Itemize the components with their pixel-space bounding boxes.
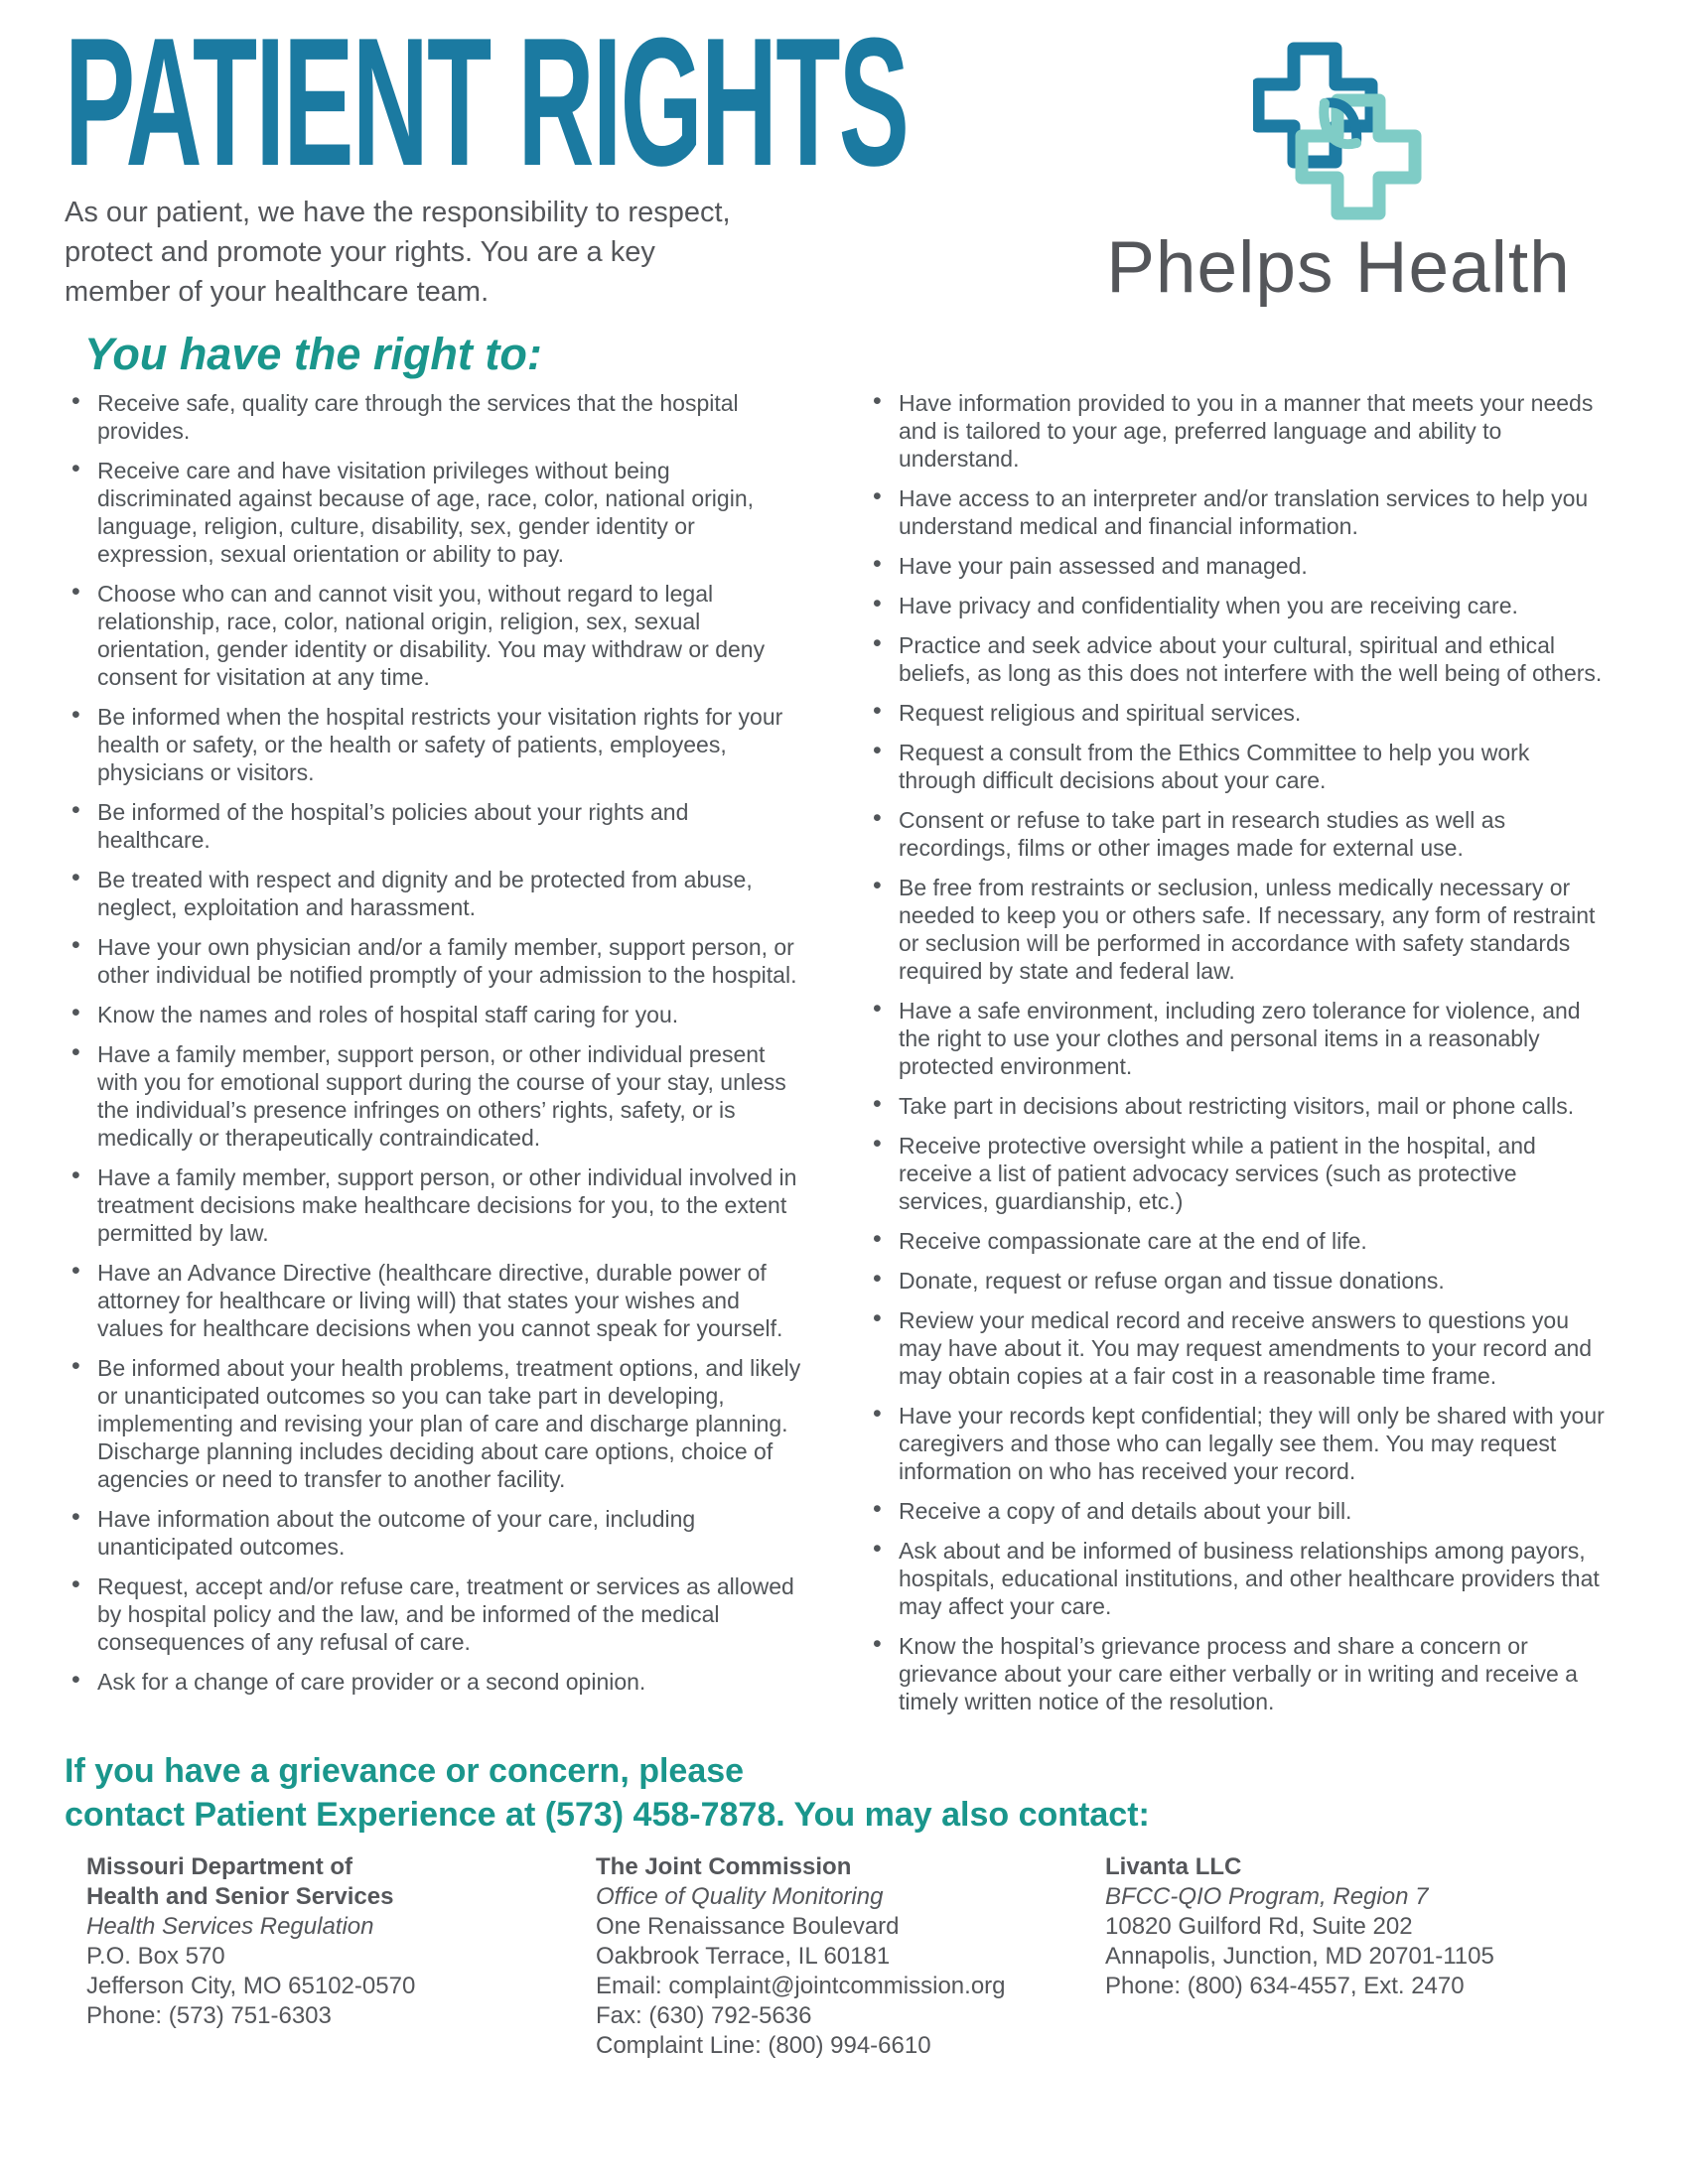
contact-line: Phone: (800) 634-4557, Ext. 2470 (1105, 1973, 1465, 1999)
right-item: • Be informed when the hospital restricts your visitation rights for your health or safety, or the health or safety of patients, employees, physicians or visitors. (65, 703, 804, 786)
section-heading: You have the right to: (84, 329, 542, 379)
intro-line: As our patient, we have the responsibility to respect, (65, 197, 731, 228)
contact-blocks (65, 1852, 1638, 2061)
right-item: • Know the names and roles of hospital staff caring for you. (65, 1001, 804, 1028)
contact-line: Phone: (573) 751-6303 (86, 2002, 332, 2029)
intro-line: protect and promote your rights. You are a key (65, 236, 655, 268)
contact-block-livanta (1105, 1852, 1615, 2061)
right-item: • Receive safe, quality care through the services that the hospital provides. (65, 389, 804, 445)
right-item: • Have a family member, support person, or other individual involved in treatment decisions make healthcare decisions for you, to the extent permitted by law. (65, 1163, 804, 1247)
header (65, 0, 1638, 312)
right-item: • Donate, request or refuse organ and tissue donations. (866, 1267, 1606, 1295)
right-item: • Request religious and spiritual services. (866, 699, 1606, 727)
phelps-health-logo (1072, 40, 1605, 306)
right-item: • Have privacy and confidentiality when you are receiving care. (866, 592, 1606, 619)
right-item: • Ask for a change of care provider or a second opinion. (65, 1668, 804, 1696)
right-item: • Request, accept and/or refuse care, treatment or services as allowed by hospital policy and the law, and be informed of the medical consequences of any refusal of care. (65, 1572, 804, 1656)
rights-column-right (866, 389, 1606, 1727)
right-item: • Receive care and have visitation privileges without being discriminated against because of age, race, color, national origin, language, religion, culture, disability, sex, gender identity or expression, sexual orientation or ability to pay. (65, 457, 804, 568)
right-item: • Have information about the outcome of your care, including unanticipated outcomes. (65, 1505, 804, 1561)
right-item: • Review your medical record and receive answers to questions you may have about it. You may request amendments to your record and may obtain copies at a fair cost in a reasonable time frame. (866, 1306, 1606, 1390)
contact-line: P.O. Box 570 (86, 1943, 225, 1970)
grievance-heading-line: contact Patient Experience at (573) 458-7878. You may also contact: (65, 1796, 1150, 1834)
grievance-heading (65, 1749, 1638, 1837)
contact-name: The Joint Commission (596, 1853, 852, 1880)
right-item: • Have a safe environment, including zero tolerance for violence, and the right to use your clothes and personal items in a reasonably protected environment. (866, 997, 1606, 1080)
contact-subtitle: Health Services Regulation (86, 1913, 374, 1940)
right-item: • Take part in decisions about restricting visitors, mail or phone calls. (866, 1092, 1606, 1120)
contact-line: Jefferson City, MO 65102-0570 (86, 1973, 416, 1999)
contact-line: 10820 Guilford Rd, Suite 202 (1105, 1913, 1413, 1940)
right-item: • Have an Advance Directive (healthcare directive, durable power of attorney for healthcare or living will) that states your wishes and values for healthcare decisions when you cannot speak for yourself. (65, 1259, 804, 1342)
right-item: • Have information provided to you in a manner that meets your needs and is tailored to your age, preferred language and ability to understand. (866, 389, 1606, 473)
rights-list-right (866, 389, 1606, 1715)
right-item: • Choose who can and cannot visit you, without regard to legal relationship, race, color, national origin, religion, sex, sexual orientation, gender identity or disability. You may withdraw or deny consent for visitation at any time. (65, 580, 804, 691)
intro-line: member of your healthcare team. (65, 276, 490, 308)
right-item: • Receive protective oversight while a patient in the hospital, and receive a list of patient advocacy services (such as protective services, guardianship, etc.) (866, 1132, 1606, 1215)
contact-line: One Renaissance Boulevard (596, 1913, 900, 1940)
right-item: • Have a family member, support person, or other individual present with you for emotional support during the course of your stay, unless the individual’s presence infringes on others’ rights, safety, or is medically or therapeutically contraindicated. (65, 1040, 804, 1152)
right-item: • Have your own physician and/or a family member, support person, or other individual be notified promptly of your admission to the hospital. (65, 933, 804, 989)
right-item: • Request a consult from the Ethics Committee to help you work through difficult decisions about your care. (866, 739, 1606, 794)
right-item: • Receive a copy of and details about your bill. (866, 1497, 1606, 1525)
right-item: • Consent or refuse to take part in research studies as well as recordings, films or other images made for external use. (866, 806, 1606, 862)
contact-name: Health and Senior Services (86, 1883, 394, 1910)
contact-line: Fax: (630) 792-5636 (596, 2002, 812, 2029)
contact-line: Annapolis, Junction, MD 20701-1105 (1105, 1943, 1494, 1970)
right-item: • Have access to an interpreter and/or translation services to help you understand medical and financial information. (866, 484, 1606, 540)
rights-columns (65, 389, 1638, 1727)
contact-line: Oakbrook Terrace, IL 60181 (596, 1943, 891, 1970)
grievance-heading-line: If you have a grievance or concern, please (65, 1752, 745, 1790)
page-title: PATIENT RIGHTS (65, 0, 909, 204)
rights-column-left (65, 389, 804, 1727)
rights-list-left (65, 389, 804, 1696)
right-item: • Practice and seek advice about your cultural, spiritual and ethical beliefs, as long as this does not interfere with the well being of others. (866, 631, 1606, 687)
right-item: • Have your pain assessed and managed. (866, 552, 1606, 580)
phelps-cross-icon (1253, 40, 1424, 222)
contact-line: Complaint Line: (800) 994-6610 (596, 2032, 931, 2059)
right-item: • Receive compassionate care at the end of life. (866, 1227, 1606, 1255)
right-item: • Be free from restraints or seclusion, unless medically necessary or needed to keep you or others safe. If necessary, any form of restraint or seclusion will be performed in accordance with safety standards required by state and federal law. (866, 874, 1606, 985)
contact-name: Livanta LLC (1105, 1853, 1242, 1880)
contact-block-joint-commission (596, 1852, 1105, 2061)
right-item: • Know the hospital’s grievance process and share a concern or grievance about your care either verbally or in writing and receive a timely written notice of the resolution. (866, 1632, 1606, 1715)
right-item: • Be informed about your health problems, treatment options, and likely or unanticipated outcomes so you can take part in developing, implementing and revising your plan of care and discharge planning. Discharge planning includes deciding about care options, choice of agencies or need to transfer to another facility. (65, 1354, 804, 1493)
contact-block-missouri (86, 1852, 596, 2061)
right-item: • Ask about and be informed of business relationships among payors, hospitals, educational institutions, and other healthcare providers that may affect your care. (866, 1537, 1606, 1620)
contact-subtitle: Office of Quality Monitoring (596, 1883, 884, 1910)
contact-line: Email: complaint@jointcommission.org (596, 1973, 1006, 1999)
contact-name: Missouri Department of (86, 1853, 353, 1880)
right-item: • Be informed of the hospital’s policies about your rights and healthcare. (65, 798, 804, 854)
logo-wordmark: Phelps Health (1106, 227, 1571, 308)
right-item: • Have your records kept confidential; they will only be shared with your caregivers and those who can legally see them. You may request information on who has received your record. (866, 1402, 1606, 1485)
contact-subtitle: BFCC-QIO Program, Region 7 (1105, 1883, 1429, 1910)
right-item: • Be treated with respect and dignity and be protected from abuse, neglect, exploitation and harassment. (65, 866, 804, 921)
